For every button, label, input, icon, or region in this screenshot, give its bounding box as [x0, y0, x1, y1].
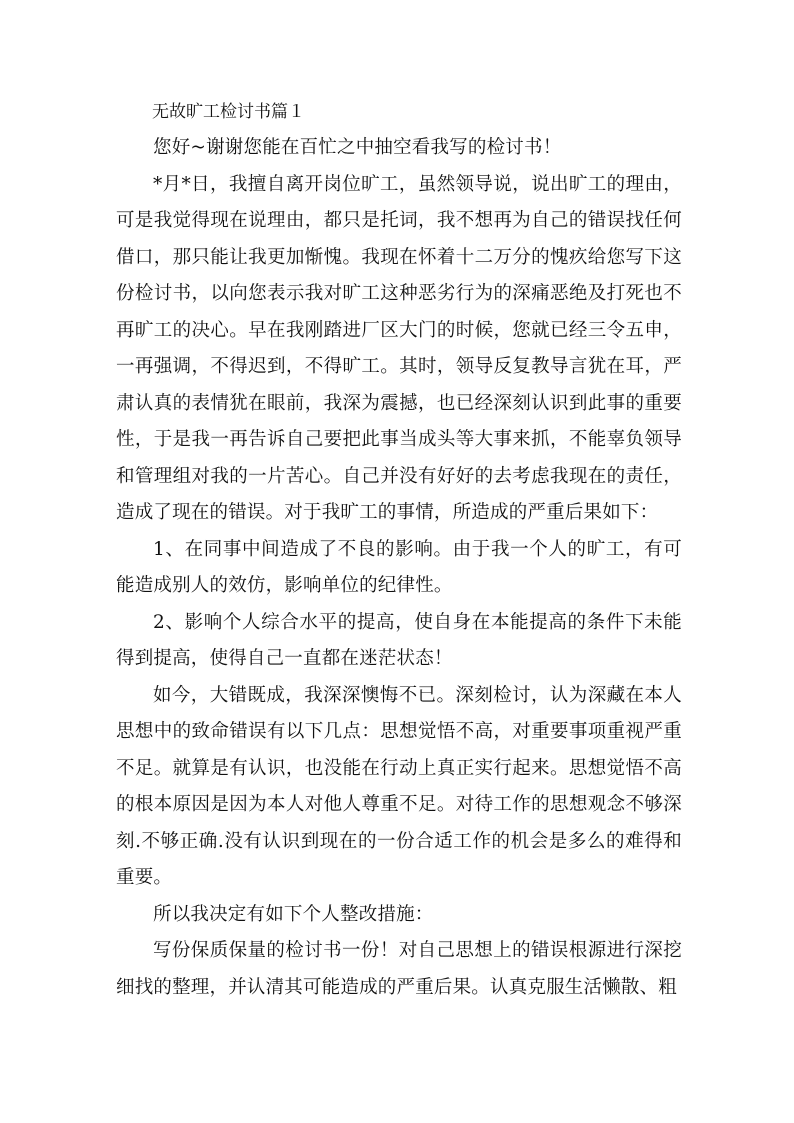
- paragraph-measure-1: 写份保质保量的检讨书一份！对自己思想上的错误根源进行深挖细找的整理，并认清其可能造成的严重后果。认真克服生活懒散、粗: [116, 940, 682, 998]
- paragraph-consequence-2: 2、影响个人综合水平的提高，使自身在本能提高的条件下未能得到提高，使得自己一直都在迷茫状态！: [116, 611, 682, 669]
- paragraph-reflection: 如今，大错既成，我深深懊悔不已。深刻检讨，认为深藏在本人思想中的致命错误有以下几点：思想觉悟不高，对重要事项重视严重不足。就算是有认识，也没能在行动上真正实行起来。思想觉悟不高的根本原因是因为本人对他人尊重不足。对待工作的思想观念不够深刻.不够正确.没有认识到现在的一份合适工作的机会是多么的难得和重要。: [116, 684, 682, 888]
- paragraph-consequence-1: 1、在同事中间造成了不良的影响。由于我一个人的旷工，有可能造成别人的效仿，影响单位的纪律性。: [116, 538, 682, 596]
- paragraph-greeting: 您好~谢谢您能在百忙之中抽空看我写的检讨书！: [153, 137, 562, 158]
- paragraph-incident: *月*日，我擅自离开岗位旷工，虽然领导说，说出旷工的理由，可是我觉得现在说理由，都只是托词，我不想再为自己的错误找任何借口，那只能让我更加惭愧。我现在怀着十二万分的愧疚给您写下这份检讨书，以向您表示我对旷工这种恶劣行为的深痛恶绝及打死也不再旷工的决心。早在我刚踏进厂区大门的时候，您就已经三令五申，一再强调，不得迟到，不得旷工。其时，领导反复教导言犹在耳，严肃认真的表情犹在眼前，我深为震撼，也已经深刻认识到此事的重要性，于是我一再告诉自己要把此事当成头等大事来抓，不能辜负领导和管理组对我的一片苦心。自己并没有好好的去考虑我现在的责任，造成了现在的错误。对于我旷工的事情，所造成的严重后果如下：: [116, 173, 682, 523]
- document-title: 无故旷工检讨书篇１: [152, 102, 305, 122]
- document-body: [116, 94, 682, 1006]
- paragraph-measures-intro: 所以我决定有如下个人整改措施：: [153, 903, 434, 925]
